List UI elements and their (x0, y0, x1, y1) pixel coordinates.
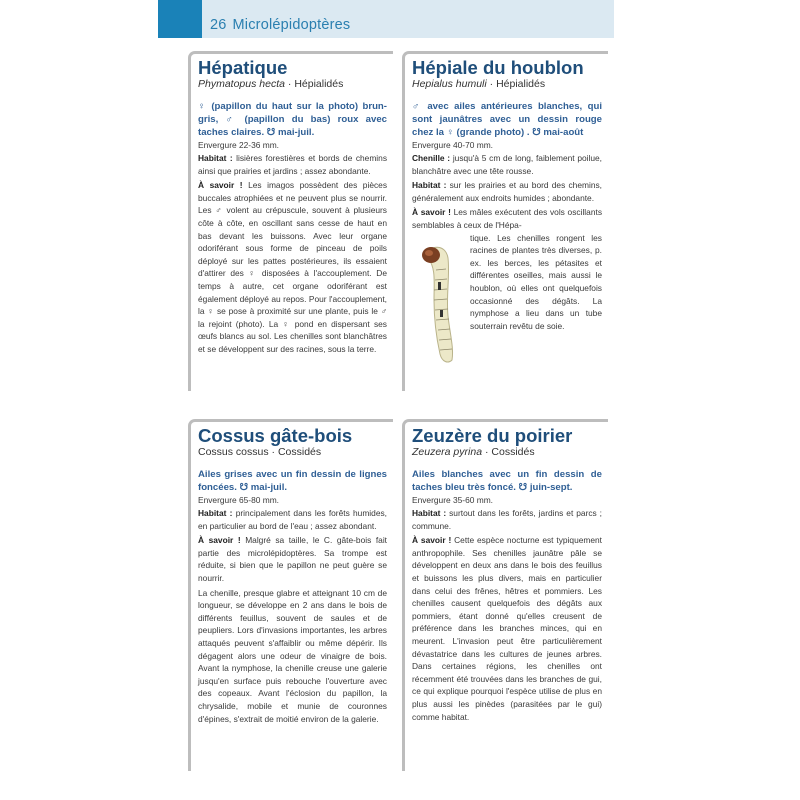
habitat-label: Habitat : (412, 180, 447, 191)
savoir-paragraph (198, 179, 387, 355)
family-name: Hépialidés (496, 78, 546, 90)
species-description: ♂ avec ailes antérieures blanches, qui sont jaunâtres avec un dessin rouge chez la ♀ (grande photo) . ☋ mai-août (412, 101, 602, 138)
latin-name: Cossus cossus (198, 446, 269, 458)
habitat-label: Habitat : (198, 153, 233, 163)
habitat-paragraph (198, 152, 387, 177)
savoir-paragraph (412, 534, 602, 723)
wingspan: Envergure 40-70 mm. (412, 140, 493, 150)
savoir-label: À savoir ! (412, 207, 451, 218)
habitat-text: surtout dans les forêts, jardins et parcs ; commune. (412, 508, 603, 531)
savoir-label: À savoir ! (412, 535, 452, 546)
species-description: Ailes blanches avec un fin dessin de taches bleu très foncé. ☋ juin-sept. (412, 469, 602, 493)
species-taxonomy: Zeuzera pyrina · Cossidés (412, 446, 535, 458)
savoir-label: À savoir ! (198, 535, 241, 546)
savoir-paragraph (198, 534, 387, 584)
savoir-text: Les imagos possèdent des pièces buccales atrophiées et ne peuvent plus se nourrir. Les ♂ volent au crépuscule, souvent à plusieurs côte à côte, en oscillant sans cesse de haut en bas devant les buissons. Avec leur organe odoriférant sous forme de pinceau de poils déployé sur les pattes postérieures, ils essaient d'attirer des ♀ disposées à l'accouplement. De temps à autre, cet organe odoriférant est également déployé au repos. Pour l'accouplement, la ♀ se pose à proximité sur une plante, puis le ♂ la rejoint (photo). La ♀ pond en dispersant ses œufs blancs au sol. Les chenilles sont blanchâtres et se développent sur des racines, sous la terre. (198, 180, 388, 354)
species-title: Zeuzère du poirier (412, 425, 573, 446)
savoir-paragraph (412, 206, 602, 231)
chenille-label: Chenille : (412, 153, 451, 163)
species-title: Hépiale du houblon (412, 57, 584, 78)
savoir-text: Cette espèce nocturne est typiquement anthropophile. Ses chenilles jaunâtre pâle se développent en deux ans dans le bois des feuillus et buissons les plus divers, mais en particulier dans celui des frênes, hêtres et pommiers. Les chenilles causent quelquefois des dégâts aux pommiers, étant donné qu'elles creusent de préférence dans les branches minces, qui en meurent. L'invasion peut être particulièrement dévastatrice dans les cultures de jeunes arbres. Dans certaines régions, les chenilles ont récemment été trouvées dans les branches de gui, ce qui explique pourquoi l'espèce utilise de plus en plus aussi les pinèdes (parasitées par le gui) comme habitat. (412, 535, 602, 722)
section-title: Microlépidoptères (232, 17, 351, 33)
latin-name: Hepialus humuli (412, 78, 487, 90)
wingspan: Envergure 65-80 mm. (198, 495, 279, 505)
latin-name: Phymatopus hecta (198, 78, 285, 90)
species-taxonomy: Hepialus humuli · Hépialidés (412, 78, 546, 90)
savoir-intro: Les mâles exécutent des vols oscillants semblables à ceux de l'Hépa- (412, 207, 603, 230)
family-name: Cossidés (491, 446, 535, 458)
savoir-label: À savoir ! (198, 180, 243, 191)
family-name: Cossidés (277, 446, 322, 458)
larva-paragraph: La chenille, presque glabre et atteignant 10 cm de longueur, se développe en 2 ans dans le bois de différents feuillus, souvent de saules et de peupliers. Lors d'invasions importantes, les arbres attaqués peuvent s'affaiblir ou même dépérir. Ils dégagent alors une odeur de vinaigre de bois. Avant la nymphose, la chenille creuse une galerie jusqu'en surface puis rebouche l'ouverture avec des copeaux. Avant l'éclosion du papillon, la chrysalide, mobile et munie de couronnes d'épines, s'extrait de moitié environ de la galerie. (198, 587, 387, 724)
chenille-paragraph (412, 152, 602, 177)
caterpillar-illustration (412, 236, 464, 366)
species-title: Cossus gâte-bois (198, 425, 353, 446)
family-name: Hépialidés (294, 78, 344, 90)
habitat-paragraph (412, 179, 602, 204)
latin-name: Zeuzera pyrina (412, 446, 483, 458)
habitat-text: lisières forestières et bords de chemins ainsi que prairies et jardins ; assez abondante. (198, 153, 388, 176)
species-entry-zeuzere-du-poirier (402, 419, 608, 771)
habitat-paragraph (198, 507, 387, 532)
habitat-paragraph (412, 507, 602, 532)
species-entry-cossus-gate-bois (188, 419, 393, 771)
species-description: ♀ (papillon du haut sur la photo) brun-gris, ♂ (papillon du bas) roux avec taches claires. ☋ mai-juil. (198, 101, 387, 138)
species-entry-hepiale-du-houblon (402, 51, 608, 391)
species-title: Hépatique (198, 57, 288, 78)
savoir-continuation: tique. Les chenilles rongent les racines de plantes très diverses, p. ex. les berces, les pétasites et différentes oseilles, mais aussi le houblon, où elles ont quelquefois occasionné des dégâts. La nymphose a lieu dans un tube souterrain revêtu de soie. (470, 232, 602, 331)
page-number-tab (158, 0, 202, 38)
species-taxonomy: Cossus cossus · Cossidés (198, 446, 322, 458)
page-number: 26 (210, 17, 227, 33)
habitat-label: Habitat : (198, 508, 233, 518)
habitat-text: sur les prairies et au bord des chemins, généralement aux endroits humides ; abondante. (412, 180, 602, 203)
wingspan: Envergure 22-36 mm. (198, 140, 279, 150)
habitat-text: principalement dans les forêts humides, en particulier au bord de l'eau ; assez abondant. (198, 508, 388, 531)
savoir-text: Malgré sa taille, le C. gâte-bois fait partie des microlépidoptères. Sa trompe est réduite, si bien que le papillon ne peut guère se nourrir. (198, 535, 388, 583)
habitat-label: Habitat : (412, 508, 447, 518)
species-taxonomy: Phymatopus hecta · Hépialidés (198, 78, 344, 90)
species-description: Ailes grises avec un fin dessin de lignes foncées. ☋ mai-juil. (198, 469, 387, 493)
page-header (210, 17, 350, 33)
species-entry-hepatique (188, 51, 393, 391)
wingspan: Envergure 35-60 mm. (412, 495, 493, 505)
caterpillar-image (412, 236, 464, 366)
chenille-text: jusqu'à 5 cm de long, faiblement poilue, blanchâtre avec une tête rousse. (412, 153, 603, 176)
